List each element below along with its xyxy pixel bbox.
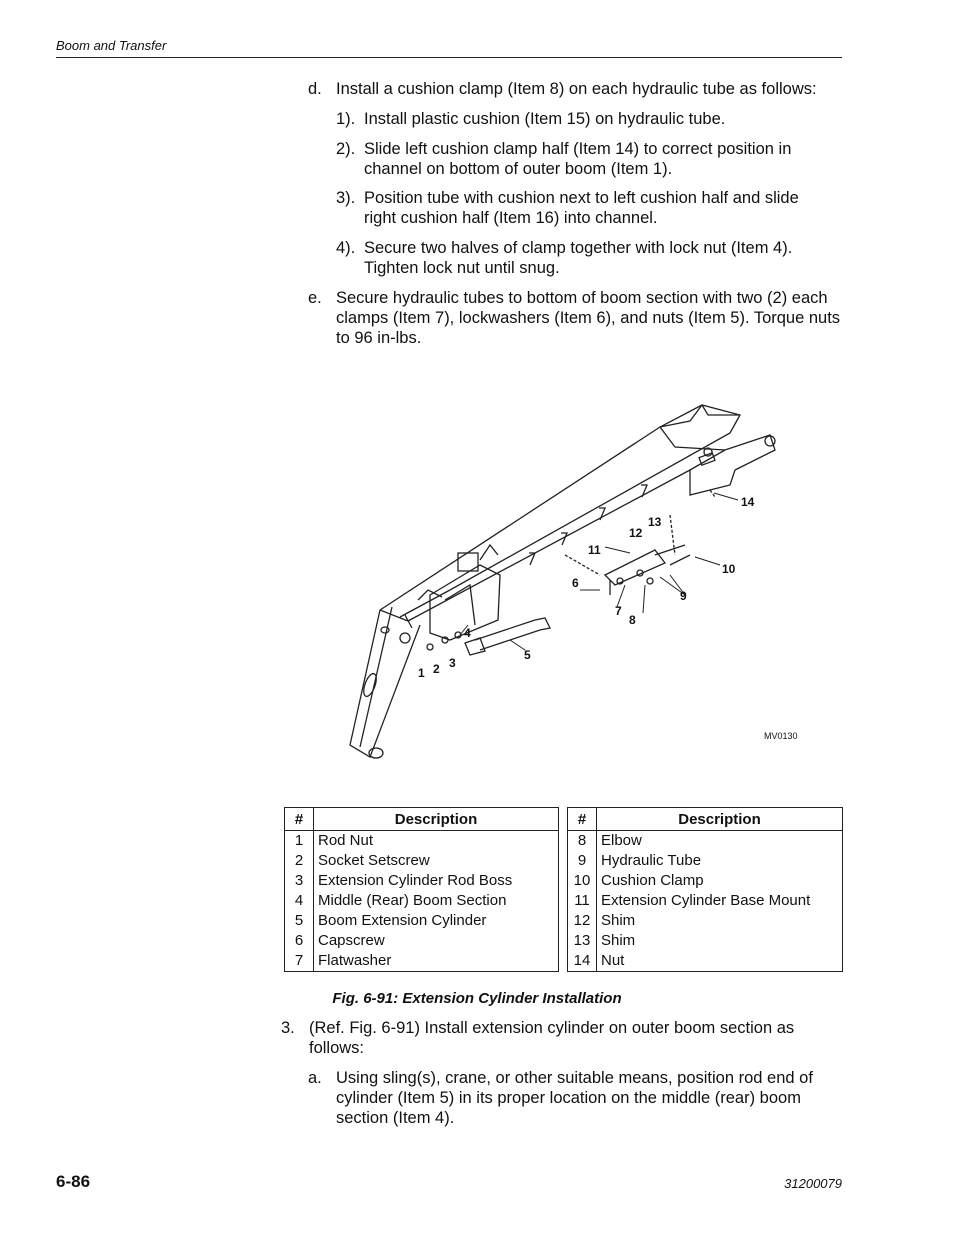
table-row [568, 871, 843, 891]
item-description: Elbow [597, 831, 843, 852]
substep-1-marker: 1). [336, 110, 356, 128]
item-description: Flatwasher [314, 951, 559, 972]
item-number: 5 [285, 911, 314, 931]
substep-4-text: Secure two halves of clamp together with lock nut (Item 4). Tighten lock nut until snug. [364, 239, 793, 277]
table-row [285, 871, 559, 891]
item-description: Boom Extension Cylinder [314, 911, 559, 931]
item-description: Middle (Rear) Boom Section [314, 891, 559, 911]
item-number: 9 [568, 851, 597, 871]
item-number: 8 [568, 831, 597, 852]
item-number: 4 [285, 891, 314, 911]
callout-3: 3 [449, 656, 456, 670]
callout-12: 12 [629, 526, 643, 540]
callout-14: 14 [741, 495, 755, 509]
table-row [285, 951, 559, 972]
item-description: Socket Setscrew [314, 851, 559, 871]
substep-2-text: Slide left cushion clamp half (Item 14) to correct position in channel on bottom of outer boom (Item 1). [364, 140, 792, 178]
item-number: 3 [285, 871, 314, 891]
item-description: Cushion Clamp [597, 871, 843, 891]
substep-2-marker: 2). [336, 140, 356, 158]
table-row [568, 911, 843, 931]
callout-1: 1 [418, 666, 425, 680]
item-description: Capscrew [314, 931, 559, 951]
parts-table-right [567, 807, 843, 972]
callout-6: 6 [572, 576, 579, 590]
table-row [285, 931, 559, 951]
item-number: 1 [285, 831, 314, 852]
item-number: 10 [568, 871, 597, 891]
callout-8: 8 [629, 613, 636, 627]
table-row [568, 951, 843, 972]
item-description: Rod Nut [314, 831, 559, 852]
table-row [568, 831, 843, 852]
step-d-marker: d. [308, 80, 322, 98]
callout-9: 9 [680, 589, 687, 603]
step-3a-text: Using sling(s), crane, or other suitable means, position rod end of cylinder (Item 5) in its proper location on the middle (rear) boom section (Item 4). [336, 1069, 813, 1127]
step-3-marker: 3. [281, 1019, 295, 1037]
parts-table-left [284, 807, 559, 972]
item-description: Extension Cylinder Base Mount [597, 891, 843, 911]
running-header: Boom and Transfer [56, 38, 167, 53]
callout-5: 5 [524, 648, 531, 662]
boom-drawing [350, 405, 775, 758]
item-number: 2 [285, 851, 314, 871]
substep-1-text: Install plastic cushion (Item 15) on hydraulic tube. [364, 110, 726, 128]
page-number: 6-86 [56, 1172, 91, 1191]
table-row [568, 931, 843, 951]
table-row [285, 851, 559, 871]
col-desc-header: Description [314, 808, 559, 831]
step-e-text: Secure hydraulic tubes to bottom of boom section with two (2) each clamps (Item 7), lockwashers (Item 6), and nuts (Item 5). Torque nuts to 96 in-lbs. [336, 289, 841, 347]
boom-figure [330, 385, 810, 780]
table-row [285, 911, 559, 931]
item-description: Extension Cylinder Rod Boss [314, 871, 559, 891]
step-3a-marker: a. [308, 1069, 322, 1087]
item-number: 6 [285, 931, 314, 951]
document-number: 31200079 [784, 1176, 842, 1191]
step-3-text: (Ref. Fig. 6-91) Install extension cylinder on outer boom section as follows: [309, 1019, 795, 1057]
col-num-header: # [285, 808, 314, 831]
callout-2: 2 [433, 662, 440, 676]
item-description: Shim [597, 911, 843, 931]
callout-7: 7 [615, 604, 622, 618]
callout-10: 10 [722, 562, 736, 576]
callout-13: 13 [648, 515, 662, 529]
item-number: 7 [285, 951, 314, 972]
item-number: 12 [568, 911, 597, 931]
table-row [568, 891, 843, 911]
substep-3-text: Position tube with cushion next to left cushion half and slide right cushion half (Item 16) into channel. [364, 189, 799, 227]
header-rule [56, 57, 842, 58]
figure-caption: Fig. 6-91: Extension Cylinder Installation [332, 990, 622, 1007]
item-description: Hydraulic Tube [597, 851, 843, 871]
step-d-text: Install a cushion clamp (Item 8) on each hydraulic tube as follows: [336, 80, 817, 98]
item-description: Shim [597, 931, 843, 951]
figure-code: MV0130 [764, 731, 798, 741]
substep-4-marker: 4). [336, 239, 356, 257]
table-row [285, 891, 559, 911]
step-e-marker: e. [308, 289, 322, 307]
callout-11: 11 [588, 543, 601, 557]
item-number: 11 [568, 891, 597, 911]
col-num-header: # [568, 808, 597, 831]
col-desc-header: Description [597, 808, 843, 831]
table-row [568, 851, 843, 871]
item-number: 14 [568, 951, 597, 972]
callout-4: 4 [464, 626, 471, 640]
table-row [285, 831, 559, 852]
item-description: Nut [597, 951, 843, 972]
item-number: 13 [568, 931, 597, 951]
substep-3-marker: 3). [336, 189, 356, 207]
